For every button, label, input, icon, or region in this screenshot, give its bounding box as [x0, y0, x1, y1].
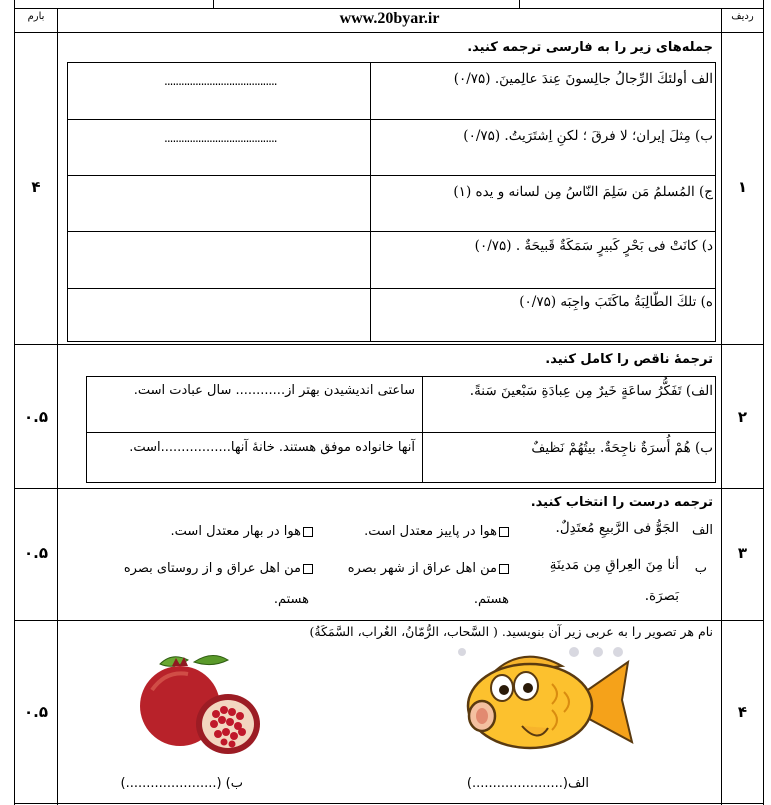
q1-bottom-line: [14, 344, 764, 345]
q2-row-number: ۲: [737, 408, 748, 426]
q2-item-a-arabic: الف) تَفَكُّرُ ساعَةٍ خَيرٌ مِن عِبادَةِ سَبْعینَ سَنةً.: [469, 383, 713, 399]
q1-row-number: ۱: [737, 178, 748, 196]
q3-item-b-option-2[interactable]: [124, 561, 313, 576]
right-border: [763, 0, 764, 805]
q1-instruction: جمله‌های زیر را به فارسی ترجمه کنید.: [467, 40, 713, 55]
q3-bottom-line: [14, 620, 764, 621]
column-header-score: بارم: [27, 11, 45, 22]
q3-item-b-option-1-cont: هستم.: [473, 592, 509, 607]
q4-instruction: نام هر تصویر را به عربی زیر آن بنویسید. ( السَّحاب، الرُّمّانُ، الغُراب، السَّمَكَةُ): [309, 624, 713, 639]
q4-answer-b[interactable]: ب) (......................): [120, 776, 243, 791]
header-top-line: [14, 8, 764, 9]
q3-item-b-arabic: أنا مِنَ العِراقِ مِن مَدینَةِ: [549, 557, 679, 573]
left-border: [14, 0, 15, 805]
option-label: هوا در پاییز معتدل است.: [364, 524, 497, 539]
q3-item-b-option-2-cont: هستم.: [273, 592, 309, 607]
q1-item-e: ه) تلكَ الطّالِبَةُ ماكَتَبَ واجِبَه (۰/۷۵): [519, 294, 713, 310]
q1-row-line-3: [67, 231, 716, 232]
option-label: من اهل عراق از شهر بصره: [347, 561, 497, 576]
q3-instruction: ترجمه درست را انتخاب كنید.: [530, 495, 713, 510]
q3-item-a-label: الف: [691, 523, 713, 538]
q2-table-divider: [422, 376, 423, 483]
q2-item-b-persian: آنها خانواده موفق هستند. خانهٔ آنها.................است.: [129, 440, 415, 455]
top-stub-1: [213, 0, 214, 8]
q2-item-a-persian: ساعتی اندیشیدن بهتر از............ سال عبادت است.: [133, 383, 415, 398]
option-label: من اهل عراق و از روستای بصره: [123, 561, 301, 576]
fish-image: [452, 644, 634, 756]
pomegranate-image: [136, 650, 262, 758]
q3-item-a-option-2[interactable]: [171, 524, 313, 539]
q3-item-b-option-1[interactable]: [348, 561, 509, 576]
header-bottom-line: [14, 32, 764, 33]
site-title: www.20byar.ir: [339, 10, 440, 27]
q1-table-divider: [370, 62, 371, 342]
page-bottom-line: [14, 803, 764, 804]
q4-row-number: ۴: [737, 703, 748, 721]
q1-item-d: د) كانَتْ فی بَحْرٍ كَبیرٍ سَمَكَةٌ قَبیحَةٌ . (۰/۷۵): [474, 238, 713, 254]
q3-item-b-arabic-cont: بَصرَة.: [644, 588, 679, 604]
q3-score: ۰.۵: [23, 544, 48, 562]
q1-item-b: ب) مِثلَ إیران؛ لا فرقَ ؛ لكنِ اِشتَرَیتُ. (۰/۷۵): [463, 128, 713, 144]
checkbox[interactable]: [303, 527, 313, 537]
checkbox[interactable]: [303, 564, 313, 574]
q1-item-b-blank[interactable]: ........................................: [164, 131, 277, 145]
q2-bottom-line: [14, 488, 764, 489]
q1-score: ۴: [31, 178, 41, 196]
q2-score: ۰.۵: [23, 408, 48, 426]
top-stub-2: [519, 0, 520, 8]
q2-item-b-arabic: ب) هُمْ أُسرَةٌ ناجِحَةٌ. بیتُهُمْ نَظیفٌ: [531, 440, 713, 456]
q4-answer-a[interactable]: الف(......................): [466, 776, 589, 791]
q3-item-a-option-1[interactable]: [364, 524, 509, 539]
option-label: هوا در بهار معتدل است.: [170, 524, 301, 539]
q3-item-a-arabic: الجَوُّ فی الرَّبیعِ مُعتَدِلٌ.: [555, 520, 679, 536]
score-col-divider: [57, 8, 58, 805]
checkbox[interactable]: [499, 527, 509, 537]
checkbox[interactable]: [499, 564, 509, 574]
q1-item-c: ج) المُسلمُ مَن سَلِمَ النّاسُ مِن لسانه و یده (۱): [453, 184, 713, 200]
q1-row-line-4: [67, 288, 716, 289]
column-header-row: ردیف: [731, 11, 754, 22]
q1-item-a: الف أولئكَ الرِّجالُ جالِسونَ عِندَ عالِمينَ. (۰/۷۵): [453, 71, 713, 87]
q2-instruction: ترجمهٔ ناقص را كامل كنید.: [545, 352, 713, 367]
q1-row-line-2: [67, 175, 716, 176]
q4-score: ۰.۵: [23, 703, 48, 721]
q1-item-a-blank[interactable]: ........................................: [164, 74, 277, 88]
q1-row-line-1: [67, 119, 716, 120]
q3-item-b-label: ب: [694, 561, 707, 576]
q3-row-number: ۳: [737, 544, 748, 562]
q2-row-line: [86, 432, 716, 433]
row-col-divider: [721, 8, 722, 805]
